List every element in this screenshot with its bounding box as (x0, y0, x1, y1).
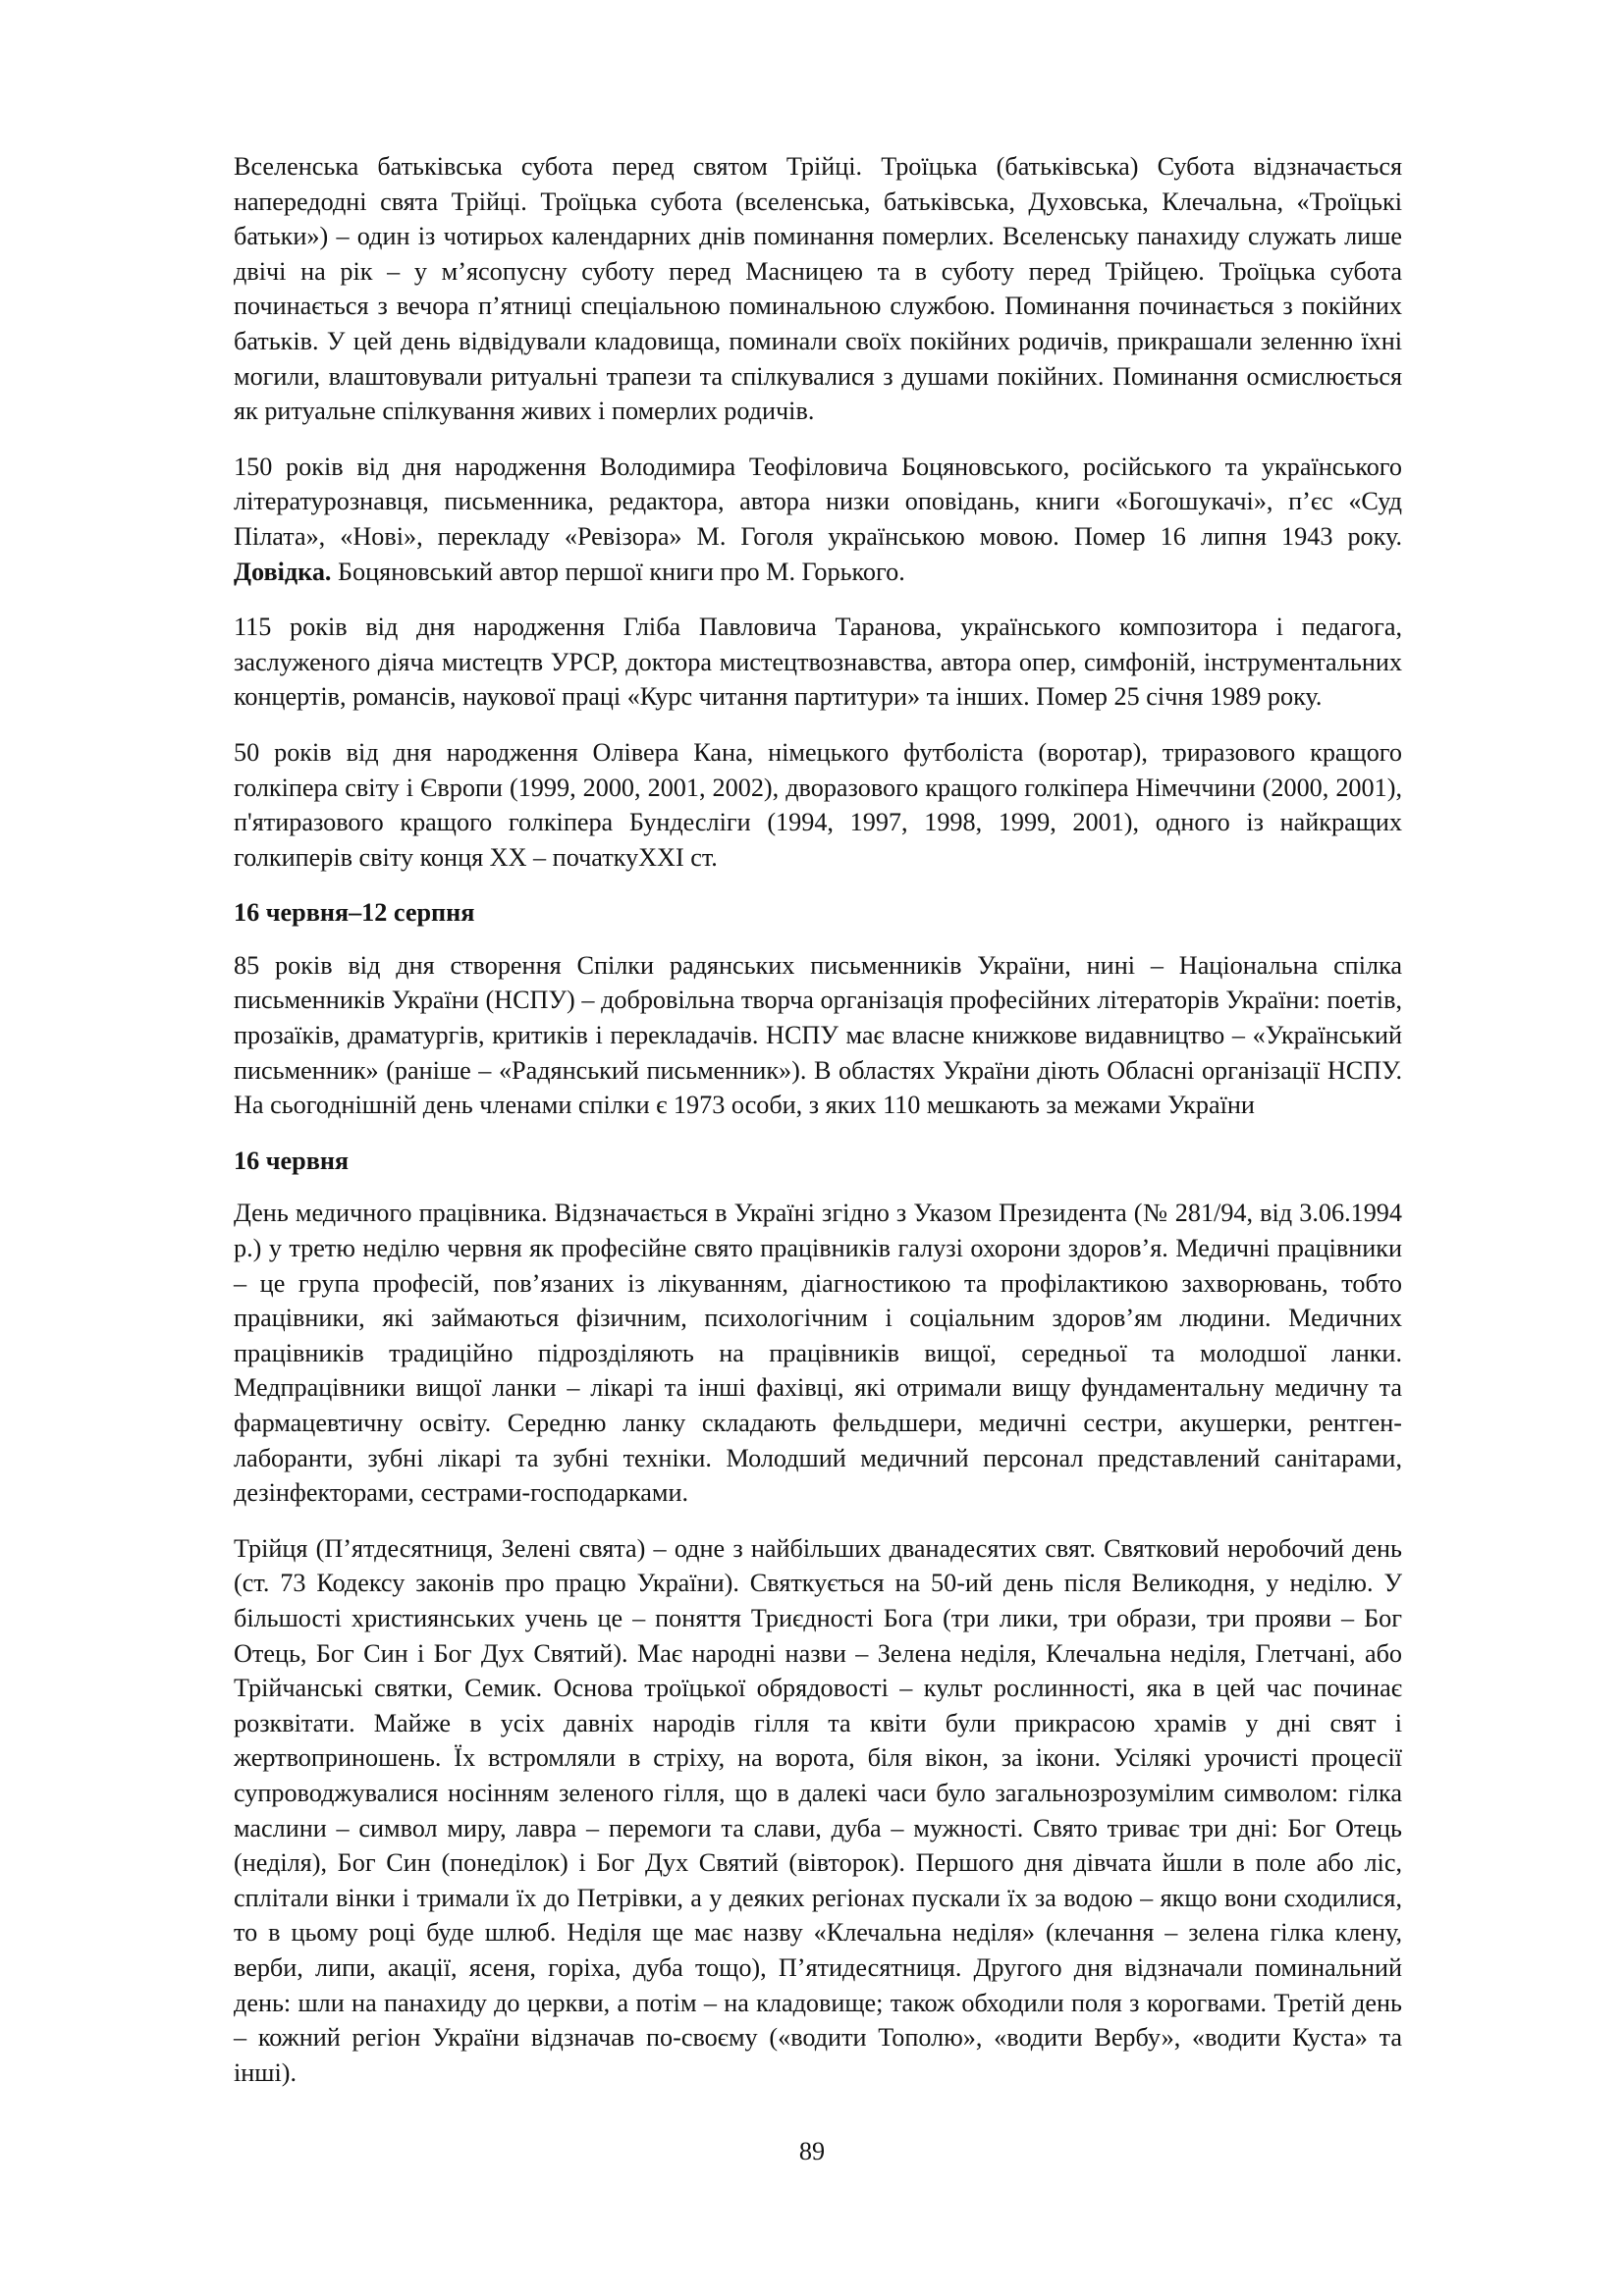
paragraph-medical-worker-day: День медичного працівника. Відзначається в Україні згідно з Указом Президента (№ 281/94, від 3.06.1994 р.) у третю неділю червня як професійне свято працівників галузі охорони здоров’я. Медичні працівники – це група професій, пов’язаних із лікуванням, діагностикою та профілактикою захворювань, тобто працівники, які займаються фізичним, психологічним і соціальним здоров’ям людини. Медичних працівників традиційно підрозділяють на працівників вищої, середньої та молодшої ланки. Медпрацівники вищої ланки – лікарі та інші фахівці, які отримали вищу фундаментальну медичну та фармацевтичну освіту. Середню ланку складають фельдшери, медичні сестри, акушерки, рентген-лаборанти, зубні лікарі та зубні техніки. Молодший медичний персонал представлений санітарами, дезінфекторами, сестрами-господарками. (234, 1199, 1402, 1508)
page-number: 89 (798, 2137, 826, 2165)
paragraph-botsianovsky (234, 450, 1402, 589)
paragraph-botsianovsky-text: 150 років від дня народження Володимира Теофіловича Боцяновського, російського та українського літературознавця, письменника, редактора, автора низки оповідань, книги «Богошукачі», п’єс «Суд Пілата», «Нові», перекладу «Ревізора» М. Гоголя українською мовою. Помер 16 липня 1943 року. (234, 452, 1402, 551)
paragraph-trinity-saturday: Вселенська батьківська субота перед святом Трійці. Троїцька (батьківська) Субота відзначається напередодні свята Трійці. Троїцька субота (вселенська, батьківська, Духовська, Клечальна, «Троїцькі батьки») – один із чотирьох календарних днів поминання померлих. Вселенську панахиду служать лише двічі на рік – у м’ясопусну суботу перед Масницею та в суботу перед Трійцею. Троїцька субота починається з вечора п’ятниці спеціальною поминальною службою. Поминання починається з покійних батьків. У цей день відвідували кладовища, поминали своїх покійних родичів, прикрашали зеленню їхні могили, влаштовували ритуальні трапези та спілкувалися з душами покійних. Поминання осмислюється як ритуальне спілкування живих і померлих родичів. (234, 152, 1402, 426)
section-heading-june16-aug12: 16 червня–12 серпня (234, 898, 475, 928)
section-heading-june16: 16 червня (234, 1146, 350, 1175)
paragraph-taranov: 115 років від дня народження Гліба Павловича Таранова, українського композитора і педагога, заслуженого діяча мистецтв УРСР, доктора мистецтвознавства, автора опер, симфоній, інструментальних концертів, романсів, наукової праці «Курс читання партитури» та інших. Помер 25 січня 1989 року. (234, 613, 1402, 712)
document-page (234, 149, 1402, 2110)
paragraph-writers-union: 85 років від дня створення Спілки радянських письменників України, нині – Національна спілка письменників України (НСПУ) – добровільна творча організація професійних літераторів України: поетів, прозаїків, драматургів, критиків і перекладачів. НСПУ має власне книжкове видавництво – «Український письменник» (раніше – «Радянський письменник»). В областях України діють Обласні організації НСПУ. На сьогоднішній день членами спілки є 1973 особи, з яких 110 мешкають за межами України (234, 950, 1402, 1120)
reference-label: Довідка. (234, 557, 332, 586)
paragraph-botsianovsky-tail: Боцяновський автор першої книги про М. Горького. (331, 557, 905, 586)
paragraph-trinity: Трійця (П’ятдесятниця, Зелені свята) – одне з найбільших дванадесятих свят. Святковий неробочий день (ст. 73 Кодексу законів про працю України). Святкується на 50-ий день після Великодня, у неділю. У більшості християнських учень це – поняття Триєдності Бога (три лики, три образи, три прояви – Бог Отець, Бог Син і Бог Дух Святий). Має народні назви – Зелена неділя, Клечальна неділя, Глетчані, або Трійчанські святки, Семик. Основа троїцької обрядовості – культ рослинності, яка в цей час починає розквітати. Майже в усіх давніх народів гілля та квіти були прикрасою храмів у дні свят і жертвоприношень. Їх встромляли в стріху, на ворота, біля вікон, за ікони. Усілякі урочисті процесії супроводжувалися носінням зеленого гілля, що в далекі часи було загальнозрозумілим символом: гілка маслини – символ миру, лавра – перемоги та слави, дуба – мужності. Свято триває три дні: Бог Отець (неділя), Бог Син (понеділок) і Бог Дух Святий (вівторок). Першого дня дівчата йшли в поле або ліс, сплітали вінки і тримали їх до Петрівки, а у деяких регіонах пускали їх за водою – якщо вони сходилися, то в цьому році буде шлюб. Неділя ще має назву «Клечальна неділя» (клечання – зелена гілка клену, верби, липи, акації, ясеня, горіха, дуба тощо), П’ятидесятниця. Другого дня відзначали поминальний день: шли на панахиду до церкви, а потім – на кладовище; також обходили поля з корогвами. Третій день – кожний регіон України відзначав по-своєму («водити Тополю», «водити Вербу», «водити Куста» та інші). (234, 1533, 1402, 2087)
paragraph-kahn: 50 років від дня народження Олівера Кана, німецького футболіста (воротар), триразового кращого голкіпера світу і Європи (1999, 2000, 2001, 2002), дворазового кращого голкіпера Німеччини (2000, 2001), п'ятиразового кращого голкіпера Бундесліги (1994, 1997, 1998, 1999, 2001), одного із найкращих голкиперів світу конця ХХ – початкуХХІ ст. (234, 737, 1402, 872)
